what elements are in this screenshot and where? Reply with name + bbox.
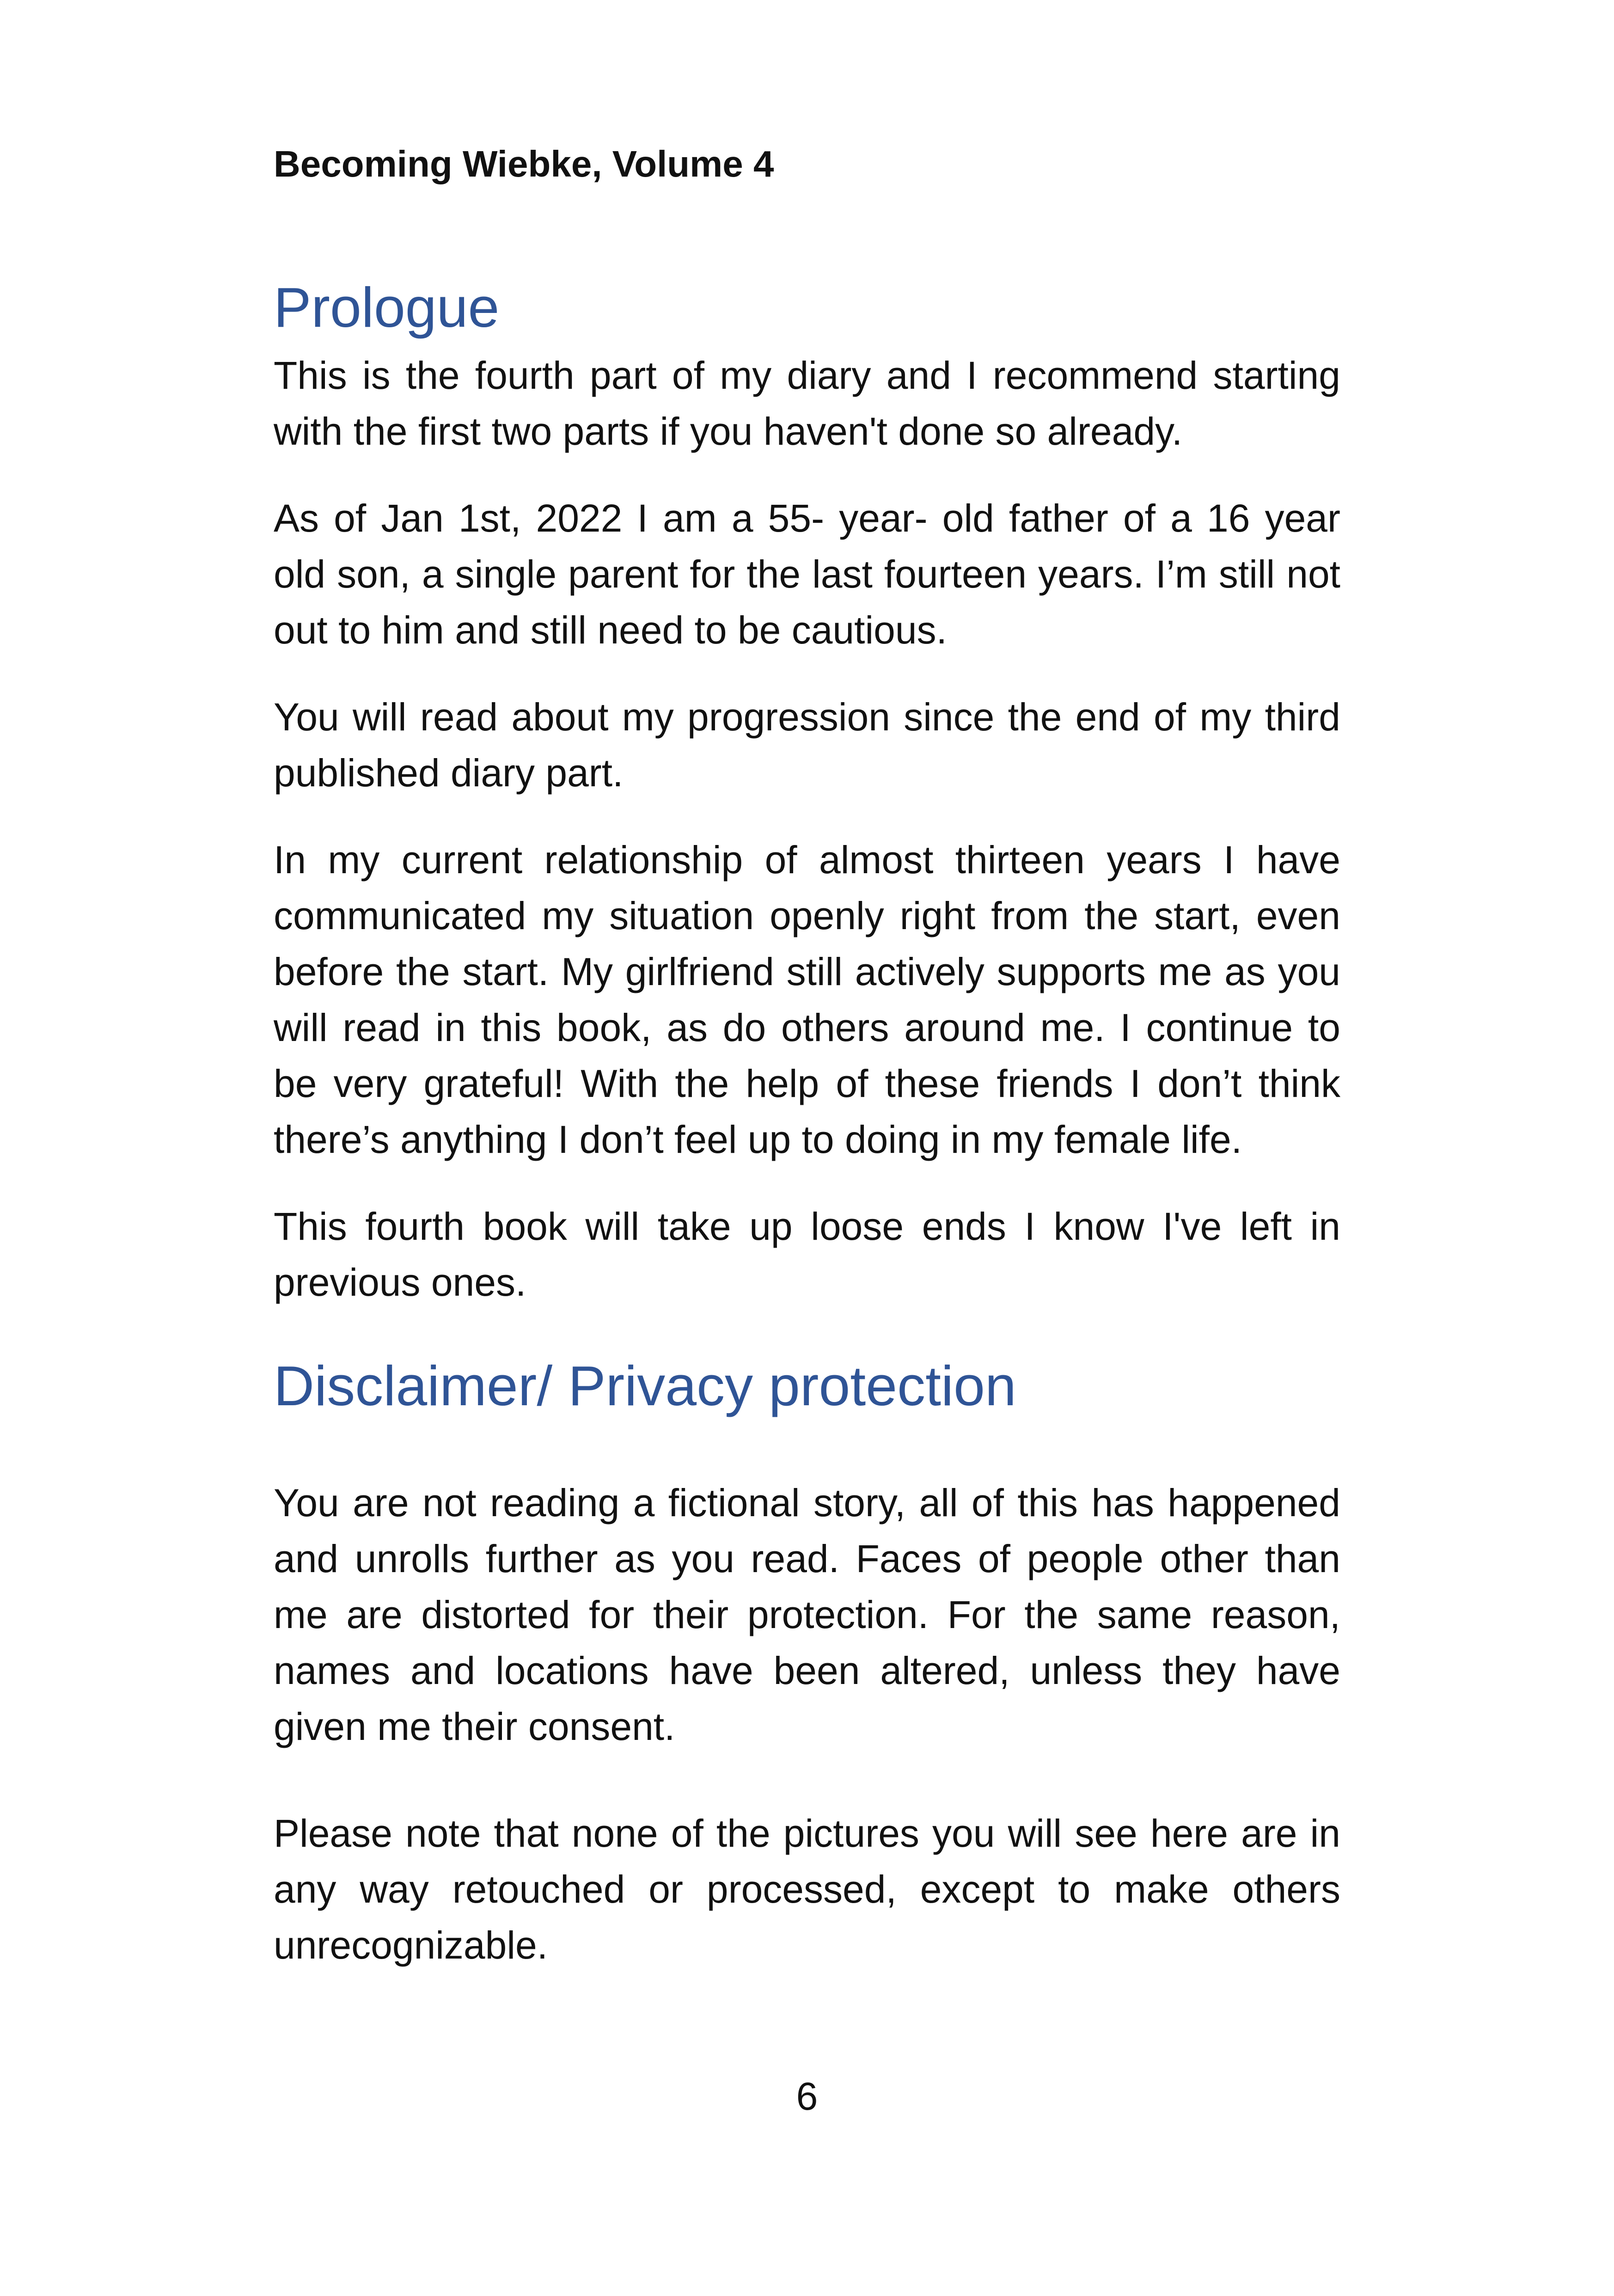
page-content	[274, 273, 1340, 2004]
running-header: Becoming Wiebke, Volume 4	[274, 143, 774, 184]
prologue-heading: Prologue	[274, 276, 500, 339]
prologue-paragraph: This is the fourth part of my diary and I recommend starting with the first two parts if you haven't done so already.	[274, 354, 1340, 453]
prologue-paragraph: You will read about my progression since the end of my third published diary part.	[274, 695, 1340, 795]
prologue-paragraph: In my current relationship of almost thirteen years I have communicated my situation openly right from the start, even before the start. My girlfriend still actively supports me as you will read in this book, as do others around me. I continue to be very grateful! With the help of these friends I don’t think there’s anything I don’t feel up to doing in my female life.	[274, 838, 1340, 1161]
prologue-paragraph: This fourth book will take up loose ends I know I've left in previous ones.	[274, 1205, 1340, 1304]
disclaimer-heading: Disclaimer/ Privacy protection	[274, 1354, 1016, 1417]
page-number: 6	[796, 2075, 818, 2118]
prologue-paragraph: As of Jan 1st, 2022 I am a 55- year- old father of a 16 year old son, a single parent for the last fourteen years. I’m still not out to him and still need to be cautious.	[274, 496, 1340, 652]
disclaimer-paragraph: Please note that none of the pictures you will see here are in any way retouched or processed, except to make others unrecognizable.	[274, 1812, 1340, 1967]
disclaimer-paragraph: You are not reading a fictional story, all of this has happened and unrolls further as you read. Faces of people other than me are distorted for their protection. For the same reason, names and locations have been altered, unless they have given me their consent.	[274, 1481, 1340, 1748]
